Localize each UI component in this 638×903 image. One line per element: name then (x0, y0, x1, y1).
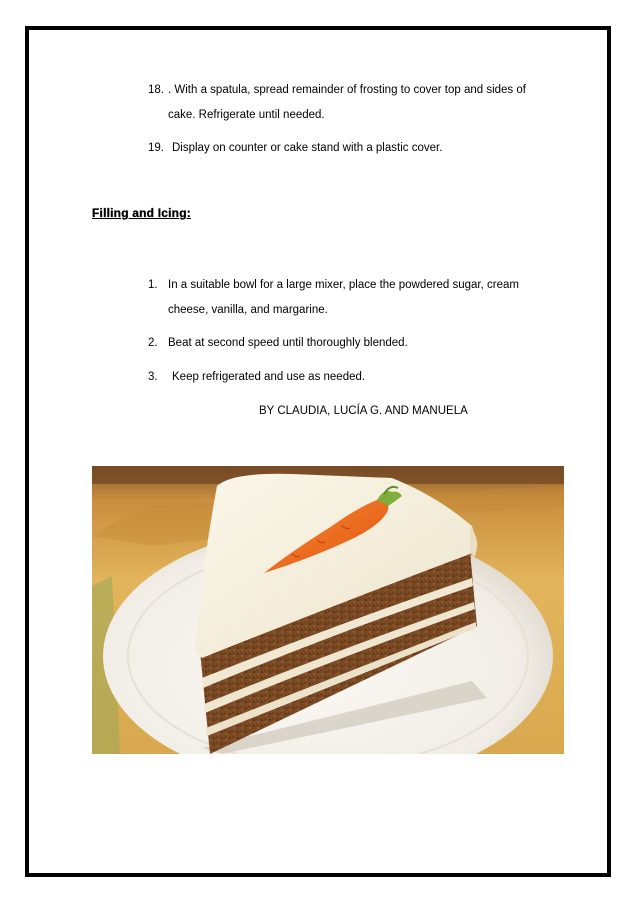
step-text: cheese, vanilla, and margarine. (168, 304, 328, 316)
step-text: Display on counter or cake stand with a plastic cover. (172, 142, 443, 154)
step-text: Beat at second speed until thoroughly blended. (168, 337, 408, 349)
step-text: Keep refrigerated and use as needed. (172, 371, 366, 383)
step-text: . With a spatula, spread remainder of frosting to cover top and sides of (168, 84, 526, 96)
step-number: 3. (148, 371, 158, 383)
step-text: In a suitable bowl for a large mixer, place the powdered sugar, cream (168, 279, 519, 291)
section-title: Filling and Icing: (92, 206, 191, 220)
byline: BY CLAUDIA, LUCÍA G. AND MANUELA (259, 405, 468, 417)
step-text: cake. Refrigerate until needed. (168, 109, 325, 121)
step-number: 18. (148, 84, 164, 96)
step-number: 19. (148, 142, 164, 154)
step-number: 2. (148, 337, 158, 349)
step-number: 1. (148, 279, 158, 291)
carrot-cake-photo (92, 466, 564, 754)
